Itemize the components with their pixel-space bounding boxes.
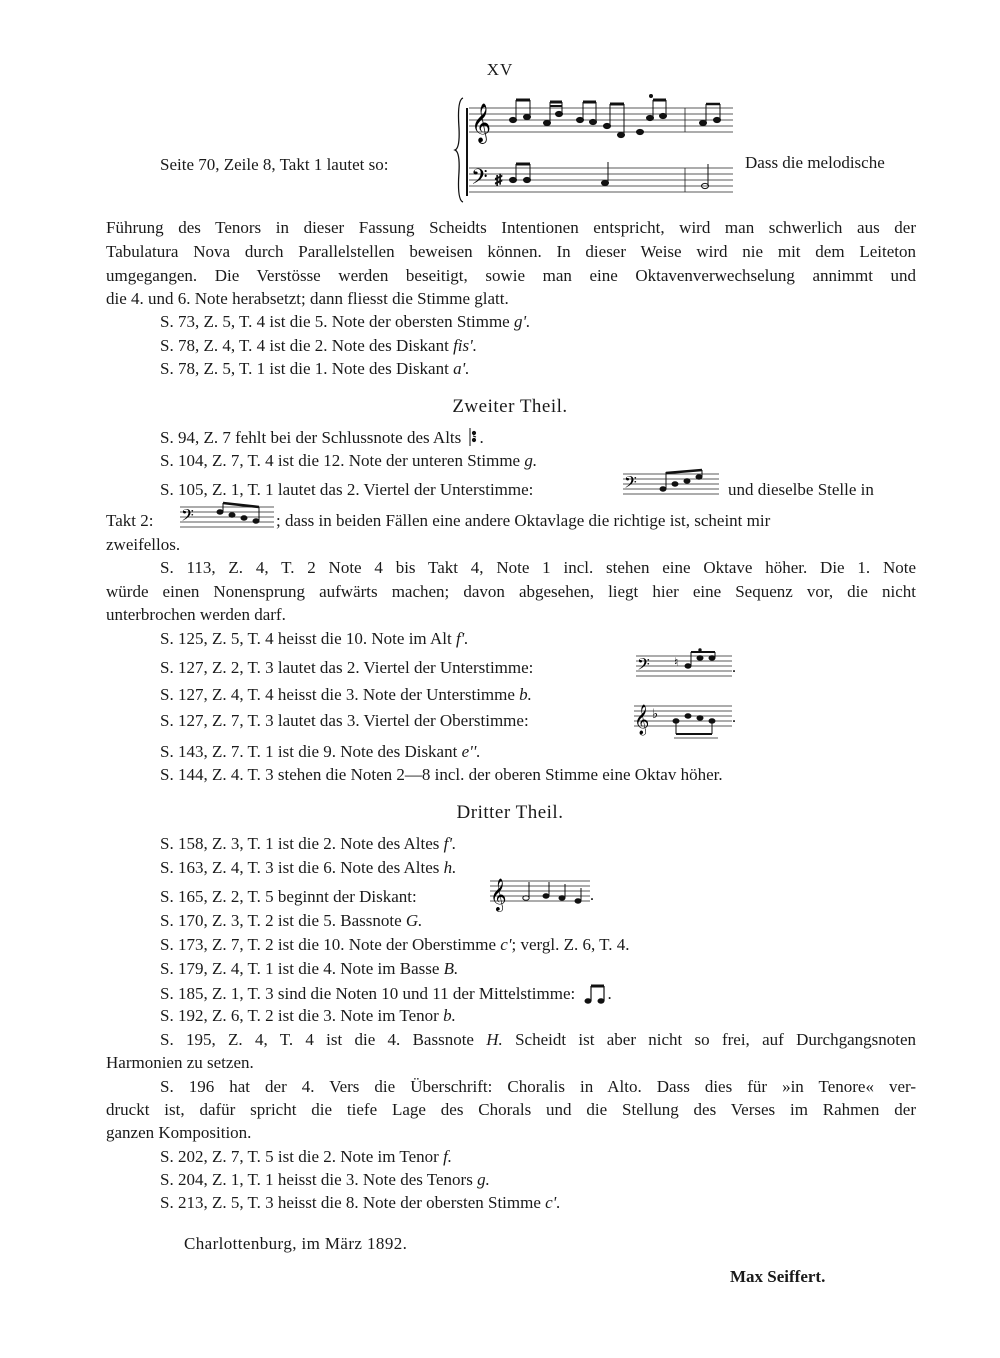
music-snippet-treble-127-7	[634, 700, 738, 740]
place-date: Charlottenburg, im März 1892.	[184, 1234, 408, 1253]
para-113-line: S. 113, Z. 4, T. 2 Note 4 bis Takt 4, Note 1 incl. stehen eine Oktave höher. Die 1. Note	[160, 558, 916, 577]
note-line: S. 78, Z. 4, T. 4 ist die 2. Note des Diskant fis'.	[160, 336, 478, 355]
note-line: S. 94, Z. 7 fehlt bei der Schlussnote des Alts .	[160, 428, 484, 447]
note-line: ; dass in beiden Fällen eine andere Oktavlage die richtige ist, scheint mir	[276, 511, 771, 530]
note-line: S. 158, Z. 3, T. 1 ist die 2. Note des Altes f'.	[160, 834, 457, 853]
svg-text:𝄢: 𝄢	[181, 505, 194, 529]
svg-text:𝄢: 𝄢	[624, 472, 637, 496]
svg-text:♮: ♮	[674, 655, 679, 669]
signature: Max Seiffert.	[730, 1267, 826, 1286]
note-line: S. 204, Z. 1, T. 1 heisst die 3. Note des Tenors g.	[160, 1170, 490, 1189]
intro-para-line: Tabulatura Nova durch Parallelstellen beweisen können. In dieser Weise wird nie mit dem Leiteton	[106, 242, 916, 261]
note-line: S. 125, Z. 5, T. 4 heisst die 10. Note im Alt f'.	[160, 629, 469, 648]
svg-text:♯: ♯	[495, 173, 502, 188]
svg-text:𝄞: 𝄞	[634, 705, 650, 735]
note-line: S. 173, Z. 7, T. 2 ist die 10. Note der Oberstimme c'; vergl. Z. 6, T. 4.	[160, 935, 630, 954]
svg-text:.: .	[732, 709, 736, 726]
intro-after: Dass die melodische	[745, 153, 885, 172]
svg-text:.: .	[590, 887, 594, 904]
svg-text:𝄢: 𝄢	[471, 165, 488, 195]
note-line: S. 78, Z. 5, T. 1 ist die 1. Note des Diskant a'.	[160, 359, 470, 378]
section-heading-zweiter-theil: Zweiter Theil.	[452, 396, 568, 417]
note-line: S. 179, Z. 4, T. 1 ist die 4. Note im Basse B.	[160, 959, 459, 978]
note-line: Takt 2:	[106, 511, 154, 530]
note-line: S. 165, Z. 2, T. 5 beginnt der Diskant:	[160, 887, 417, 906]
note-line: S. 127, Z. 7, T. 3 lautet das 3. Viertel der Oberstimme:	[160, 711, 529, 730]
para-195-line: Harmonien zu setzen.	[106, 1053, 254, 1072]
eighth-notes-icon	[583, 983, 607, 1005]
intro-lead: Seite 70, Zeile 8, Takt 1 lautet so:	[160, 155, 389, 174]
svg-text:♭: ♭	[652, 706, 659, 721]
para-113-line: unterbrochen werden darf.	[106, 605, 286, 624]
para-196-line: druckt ist, dafür spricht die tiefe Lage des Chorals und die Stellung des Verses im Rahmen der	[106, 1100, 916, 1119]
note-line: S. 104, Z. 7, T. 4 ist die 12. Note der unteren Stimme g.	[160, 451, 538, 470]
note-line: S. 202, Z. 7, T. 5 ist die 2. Note im Tenor f.	[160, 1147, 453, 1166]
note-line: zweifellos.	[106, 535, 181, 554]
intro-para-line: Führung des Tenors in dieser Fassung Scheidts Intentionen entspricht, wird man schwerlich aus der	[106, 218, 916, 237]
note-line: S. 143, Z. 7. T. 1 ist die 9. Note des Diskant e''.	[160, 742, 481, 761]
music-snippet-treble-165	[490, 876, 596, 916]
note-line: S. 185, Z. 1, T. 3 sind die Noten 10 und 11 der Mittelstimme: .	[160, 984, 612, 1003]
note-line: S. 144, Z. 4. T. 3 stehen die Noten 2—8 incl. der oberen Stimme eine Oktav höher.	[160, 765, 723, 784]
note-line: S. 73, Z. 5, T. 4 ist die 5. Note der obersten Stimme g'.	[160, 312, 531, 331]
note-line: S. 170, Z. 3, T. 2 ist die 5. Bassnote G.	[160, 911, 423, 930]
note-line: S. 192, Z. 6, T. 2 ist die 3. Note im Tenor b.	[160, 1006, 456, 1025]
alto-clef-note-icon	[466, 426, 480, 448]
music-snippet-bass-105-1	[623, 470, 719, 498]
intro-para-line: die 4. und 6. Note herabsetzt; dann fliesst die Stimme glatt.	[106, 289, 509, 308]
music-snippet-bass-takt-2	[180, 503, 274, 531]
para-196-line: S. 196 hat der 4. Vers die Überschrift: Choralis in Alto. Dass dies für »in Tenore« ver-	[160, 1077, 916, 1096]
note-line: S. 105, Z. 1, T. 1 lautet das 2. Viertel der Unterstimme:	[160, 480, 534, 499]
para-196-line: ganzen Komposition.	[106, 1123, 252, 1142]
note-line: S. 127, Z. 4, T. 4 heisst die 3. Note der Unterstimme b.	[160, 685, 532, 704]
svg-text:𝄞: 𝄞	[490, 878, 507, 911]
para-195-line: S. 195, Z. 4, T. 4 ist die 4. Bassnote H. Scheidt ist aber nicht so frei, auf Durchgangsnoten	[160, 1030, 917, 1049]
note-line: S. 213, Z. 5, T. 3 heisst die 8. Note der obersten Stimme c'.	[160, 1193, 561, 1212]
music-snippet-bass-127-2	[636, 650, 736, 680]
note-line: S. 163, Z. 4, T. 3 ist die 6. Note des Altes h.	[160, 858, 457, 877]
svg-text:𝄞: 𝄞	[471, 103, 492, 143]
para-113-line: würde einen Nonensprung aufwärts machen; davon abgesehen, liegt hier eine Sequenz vor, die nicht	[106, 582, 916, 601]
note-line: S. 127, Z. 2, T. 3 lautet das 2. Viertel der Unterstimme:	[160, 658, 534, 677]
page-number: XV	[486, 60, 514, 79]
section-heading-dritter-theil: Dritter Theil.	[456, 802, 564, 823]
svg-text:𝄢: 𝄢	[637, 654, 650, 678]
note-line: und dieselbe Stelle in	[728, 480, 874, 499]
svg-text:.: .	[732, 659, 736, 676]
intro-para-line: umgegangen. Die Verstösse werden beseitigt, sowie man eine Oktavenverwechselung annimmt und	[106, 266, 916, 285]
music-example-seite-70	[455, 88, 735, 208]
